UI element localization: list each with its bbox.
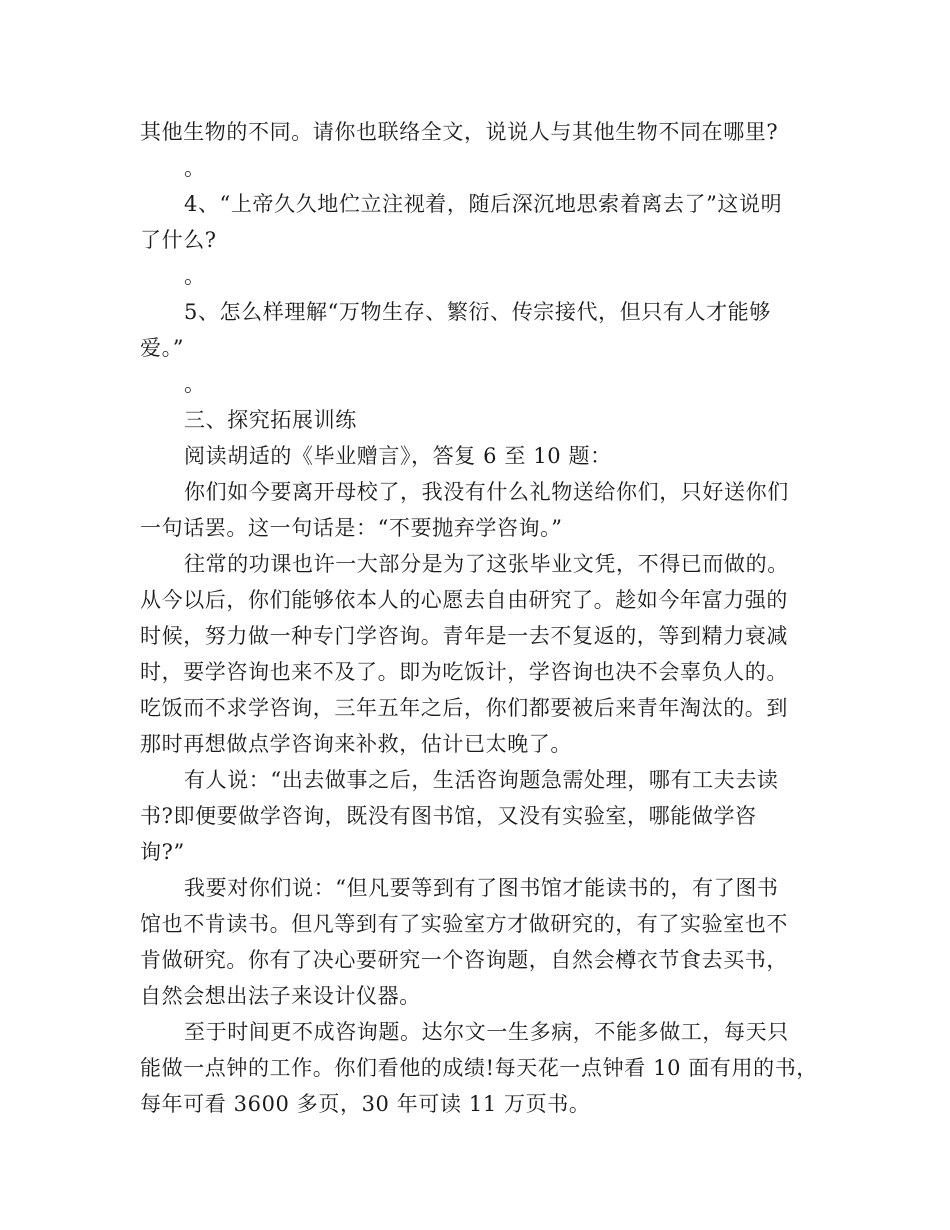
text-line: 那时再想做点学咨询来补救，估计已太晚了。	[140, 732, 572, 756]
text-line: 肯做研究。你有了决心要研究一个咨询题，自然会樽衣节食去买书，	[140, 948, 788, 972]
section-heading: 三、探究拓展训练	[184, 408, 357, 432]
text-line: 书?即便要做学咨询，既没有图书馆，又没有实验室，哪能做学咨	[140, 804, 757, 828]
text-line: 了什么?	[140, 228, 217, 252]
question-4-line: 4、“上帝久久地伫立注视着，随后深沉地思索着离去了”这说明	[184, 192, 783, 216]
text-line: 至于时间更不成咨询题。达尔文一生多病，不能多做工，每天只	[184, 1020, 789, 1044]
text-line: 从今以后，你们能够依本人的心愿去自由研究了。趁如今年富力强的	[140, 588, 788, 612]
text-line: 时，要学咨询也来不及了。即为吃饭计，学咨询也决不会辜负人的。	[140, 660, 788, 684]
text-line: 时候，努力做一种专门学咨询。青年是一去不复返的，等到精力衰减	[140, 624, 788, 648]
text-line: 每年可看 3600 多页，30 年可读 11 万页书。	[140, 1092, 591, 1116]
answer-blank-line: 。	[184, 372, 206, 396]
text-line: 其他生物的不同。请你也联络全文，说说人与其他生物不同在哪里?	[140, 120, 779, 144]
text-line: 有人说：“出去做事之后，生活咨询题急需处理，哪有工夫去读	[184, 768, 779, 792]
text-line: 询?”	[140, 840, 185, 864]
text-line: 你们如今要离开母校了，我没有什么礼物送给你们，只好送你们	[184, 480, 789, 504]
text-line: 爱。”	[140, 336, 185, 360]
text-line: 我要对你们说：“但凡要等到有了图书馆才能读书的，有了图书	[184, 876, 779, 900]
text-line: 馆也不肯读书。但凡等到有了实验室方才做研究的，有了实验室也不	[140, 912, 788, 936]
answer-blank-line: 。	[184, 156, 206, 180]
text-line: 吃饭而不求学咨询，三年五年之后，你们都要被后来青年淘汰的。到	[140, 696, 788, 720]
text-line: 自然会想出法子来设计仪器。	[140, 984, 421, 1008]
text-line: 能做一点钟的工作。你们看他的成绩!每天花一点钟看 10 面有用的书，	[140, 1056, 818, 1080]
reading-instruction: 阅读胡适的《毕业赠言》，答复 6 至 10 题：	[184, 444, 612, 468]
text-line: 一句话罢。这一句话是：“不要抛弃学咨询。”	[140, 516, 563, 540]
question-5-line: 5、怎么样理解“万物生存、繁衍、传宗接代，但只有人才能够	[184, 300, 771, 324]
document-body	[140, 114, 818, 1122]
answer-blank-line: 。	[184, 264, 206, 288]
text-line: 往常的功课也许一大部分是为了这张毕业文凭，不得已而做的。	[184, 552, 789, 576]
